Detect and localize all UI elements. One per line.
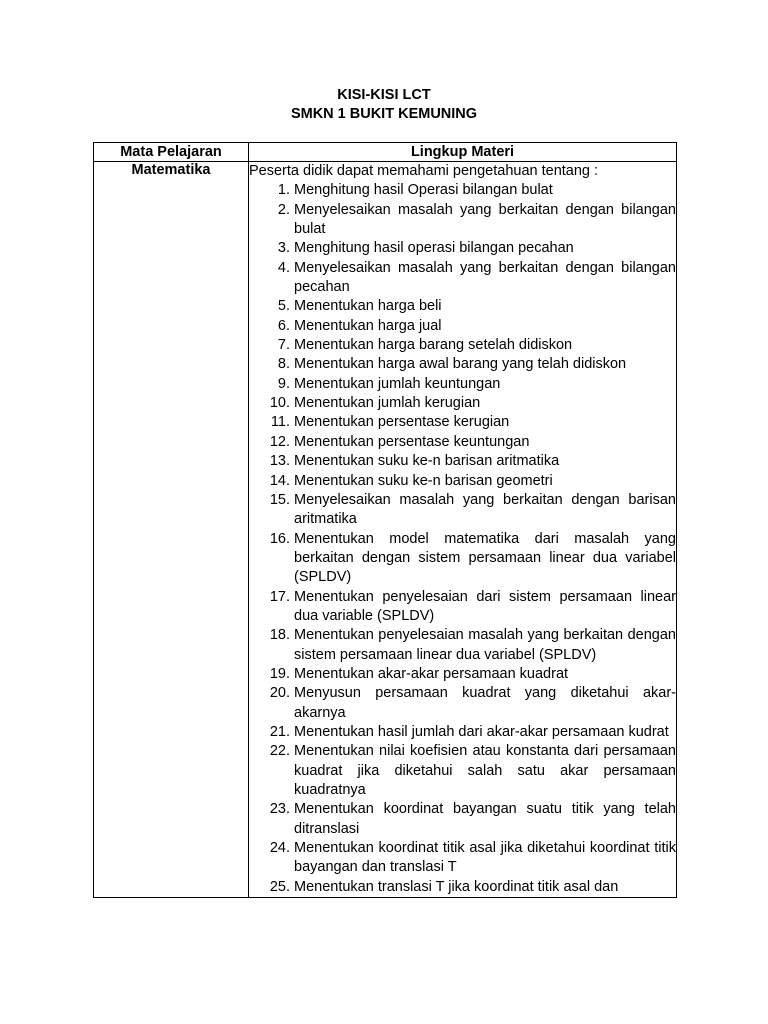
list-item: [249, 413, 676, 432]
table-header-row: [94, 143, 677, 162]
list-item-text: Menentukan hasil jumlah dari akar-akar persamaan kudrat: [294, 723, 669, 740]
list-item-text: Menentukan jumlah kerugian: [294, 395, 481, 412]
list-item-number: 8.: [277, 356, 290, 373]
kisi-table: [93, 142, 677, 898]
list-item: [249, 723, 676, 742]
list-item: [249, 181, 676, 200]
list-item: [249, 201, 676, 240]
list-item-number: 2.: [277, 201, 290, 218]
list-item: [249, 491, 676, 530]
list-item: [249, 375, 676, 394]
list-item-text: Menentukan koordinat titik asal jika diketahui koordinat titik bayangan dan translasi T: [294, 840, 676, 876]
list-item-number: 21.: [269, 723, 290, 740]
list-item: [249, 239, 676, 258]
scope-column-header: Lingkup Materi: [249, 143, 677, 162]
list-item-number: 7.: [277, 337, 290, 354]
list-item-number: 1.: [277, 182, 290, 199]
list-item: [249, 472, 676, 491]
list-item-number: 25.: [269, 878, 290, 895]
list-item-number: 22.: [269, 743, 290, 760]
scope-intro: Peserta didik dapat memahami pengetahuan tentang :: [249, 163, 599, 179]
list-item-text: Menentukan persentase kerugian: [294, 414, 510, 431]
list-item-number: 24.: [269, 840, 290, 857]
topic-list: [249, 181, 676, 897]
list-item: [249, 684, 676, 723]
list-item-text: Menyelesaikan masalah yang berkaitan dengan bilangan bulat: [294, 201, 676, 238]
list-item-number: 16.: [269, 530, 290, 547]
list-item: [249, 588, 676, 627]
list-item-text: Menentukan jumlah keuntungan: [294, 375, 501, 392]
list-item: [249, 665, 676, 684]
list-item: [249, 839, 676, 878]
list-item-text: Menentukan harga jual: [294, 317, 442, 334]
list-item-text: Menentukan harga barang setelah didiskon: [294, 337, 573, 354]
list-item-number: 17.: [269, 588, 290, 605]
document-title: KISI-KISI LCT: [337, 87, 431, 103]
list-item: [249, 317, 676, 336]
list-item-text: Menentukan suku ke-n barisan aritmatika: [294, 453, 560, 470]
list-item-number: 13.: [269, 453, 290, 470]
list-item-number: 12.: [269, 433, 290, 450]
list-item: [249, 742, 676, 800]
list-item-text: Menentukan akar-akar persamaan kuadrat: [294, 665, 569, 682]
list-item: [249, 800, 676, 839]
table-row: [94, 162, 677, 898]
list-item-number: 19.: [269, 665, 290, 682]
list-item-text: Menyelesaikan masalah yang berkaitan dengan bilangan pecahan: [294, 259, 676, 296]
list-item-number: 20.: [269, 685, 290, 702]
scope-cell: [249, 162, 677, 898]
list-item-text: Menentukan harga awal barang yang telah didiskon: [294, 356, 627, 373]
list-item-number: 10.: [269, 395, 290, 412]
list-item-number: 23.: [269, 801, 290, 818]
list-item-number: 14.: [269, 472, 290, 489]
list-item-number: 4.: [277, 259, 290, 276]
list-item: [249, 394, 676, 413]
list-item: [249, 452, 676, 471]
list-item-number: 6.: [277, 317, 290, 334]
list-item-number: 18.: [269, 627, 290, 644]
list-item-text: Menentukan model matematika dari masalah yang berkaitan dengan sistem persamaan linear dua variabel (SPLDV): [294, 530, 676, 586]
list-item-text: Menghitung hasil operasi bilangan pecahan: [294, 240, 574, 257]
list-item-text: Menyelesaikan masalah yang berkaitan dengan barisan aritmatika: [294, 491, 676, 528]
list-item-text: Menentukan koordinat bayangan suatu titik yang telah ditranslasi: [294, 801, 676, 837]
list-item-number: 15.: [269, 491, 290, 508]
list-item: [249, 878, 676, 897]
list-item-number: 3.: [277, 240, 290, 257]
list-item-number: 5.: [277, 298, 290, 315]
list-item: [249, 355, 676, 374]
list-item-text: Menentukan persentase keuntungan: [294, 433, 530, 450]
list-item: [249, 336, 676, 355]
list-item-text: Menentukan suku ke-n barisan geometri: [294, 472, 553, 489]
list-item-text: Menyusun persamaan kuadrat yang diketahui akar-akarnya: [294, 685, 676, 721]
subject-column-header: Mata Pelajaran: [94, 143, 249, 162]
list-item-text: Menentukan penyelesaian dari sistem persamaan linear dua variable (SPLDV): [294, 588, 676, 624]
list-item: [249, 259, 676, 298]
list-item-number: 11.: [270, 414, 290, 431]
list-item-number: 9.: [277, 375, 290, 392]
list-item: [249, 433, 676, 452]
list-item-text: Menentukan nilai koefisien atau konstanta dari persamaan kuadrat jika diketahui salah satu akar persamaan kuadratnya: [294, 743, 676, 798]
list-item-text: Menghitung hasil Operasi bilangan bulat: [294, 182, 553, 199]
list-item-text: Menentukan penyelesaian masalah yang berkaitan dengan sistem persamaan linear dua variabel (SPLDV): [294, 627, 676, 663]
school-name: SMKN 1 BUKIT KEMUNING: [290, 106, 478, 122]
list-item-text: Menentukan translasi T jika koordinat titik asal dan: [294, 878, 619, 895]
subject-cell: Matematika: [94, 162, 249, 898]
list-item: [249, 530, 676, 588]
list-item-text: Menentukan harga beli: [294, 298, 442, 315]
list-item: [249, 626, 676, 665]
document-title-block: [0, 86, 768, 124]
list-item: [249, 297, 676, 316]
